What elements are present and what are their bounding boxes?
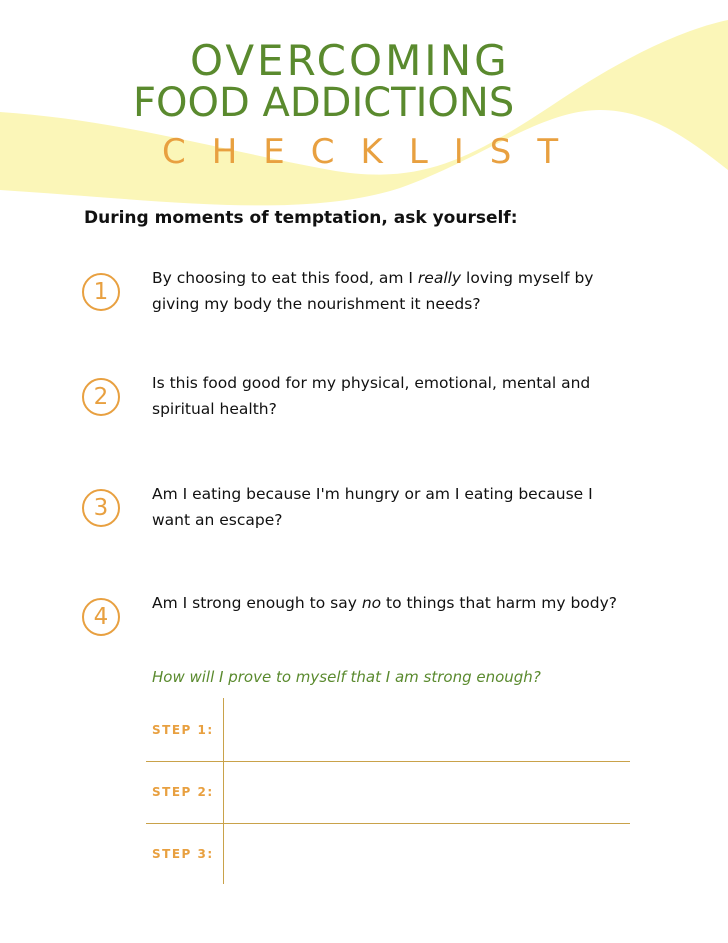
title-food-addictions: FOOD ADDICTIONS bbox=[133, 80, 515, 126]
steps-table bbox=[146, 698, 630, 884]
steps-divider-horizontal bbox=[146, 761, 630, 762]
question-text bbox=[152, 481, 622, 533]
step-2-field[interactable] bbox=[226, 764, 626, 822]
question-text bbox=[152, 265, 622, 317]
title-checklist: CHECKLIST bbox=[162, 132, 585, 172]
question-item-4 bbox=[82, 590, 642, 650]
step-3-label: STEP 3: bbox=[152, 847, 214, 861]
steps-divider-vertical bbox=[223, 698, 224, 884]
question-item-2 bbox=[82, 370, 642, 430]
question-text-end: to things that harm my body? bbox=[381, 594, 618, 612]
number-badge: 1 bbox=[82, 273, 120, 311]
question-text-end: loving myself by giving my body the nourishment it needs? bbox=[152, 269, 594, 313]
title-overcoming: OVERCOMING bbox=[190, 36, 510, 85]
question-text bbox=[152, 590, 622, 616]
prompt-heading: During moments of temptation, ask yourself: bbox=[84, 208, 518, 228]
question-text-start: Is this food good for my physical, emotional, mental and spiritual health? bbox=[152, 374, 591, 418]
number-badge: 3 bbox=[82, 489, 120, 527]
step-3-field[interactable] bbox=[226, 826, 626, 884]
step-1-label: STEP 1: bbox=[152, 723, 214, 737]
question-text-start: By choosing to eat this food, am I bbox=[152, 269, 418, 287]
question-emphasis: really bbox=[417, 269, 462, 287]
question-item-1 bbox=[82, 265, 642, 325]
step-2-label: STEP 2: bbox=[152, 785, 214, 799]
steps-divider-horizontal bbox=[146, 823, 630, 824]
question-emphasis: no bbox=[361, 594, 382, 612]
question-text-start: Am I strong enough to say bbox=[152, 594, 362, 612]
question-text-start: Am I eating because I'm hungry or am I eating because I want an escape? bbox=[152, 485, 593, 529]
number-badge: 4 bbox=[82, 598, 120, 636]
step-1-field[interactable] bbox=[226, 700, 626, 758]
follow-up-question: How will I prove to myself that I am strong enough? bbox=[152, 668, 541, 686]
question-item-3 bbox=[82, 481, 642, 541]
number-badge: 2 bbox=[82, 378, 120, 416]
question-text bbox=[152, 370, 622, 422]
